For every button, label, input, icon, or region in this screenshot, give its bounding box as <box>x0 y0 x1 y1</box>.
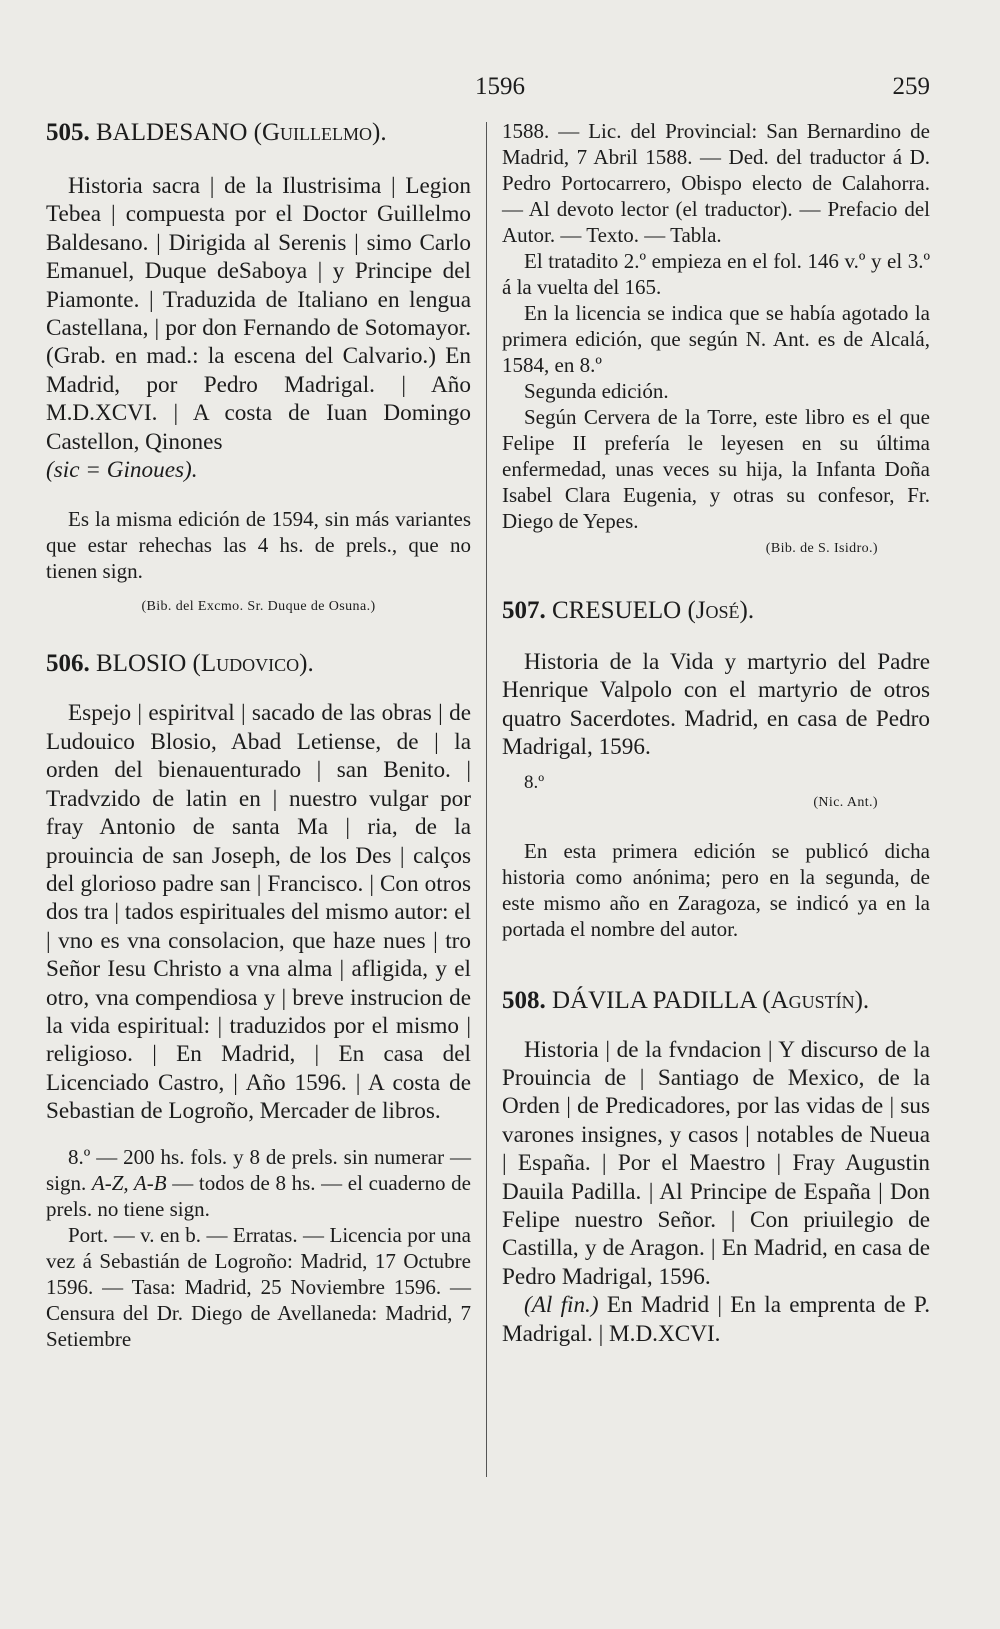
note-tratadito: El tratadito 2.º empieza en el fol. 146 v.º y el 3.º á la vuelta del 165. <box>502 249 930 299</box>
entry-title-description: Historia | de la fvndacion | Y discurso de la Prouincia de | Santiago de Mexico, de la Orden | de Predicadores, por las vidas de | sus varones insignes, y casos | notables de Nueua | España. | Por el Maestro | Fray Augustin Dauila Padilla. | Al Principe de España | Don Felipe nuestro Señor. | Con priuilegio de Castilla, y de Aragon. | En Madrid, en casa de Pedro Madrigal, 1596. <box>502 1036 930 1290</box>
entry-number: 507. <box>502 597 546 624</box>
entry-507 <box>502 596 930 942</box>
entry-heading: 508. DÁVILA PADILLA (Agustín). <box>502 986 870 1014</box>
note-cervera: Según Cervera de la Torre, este libro es el que Felipe II prefería le leyesen en su última enfermedad, unas veces su hija, la Infanta Doña Isabel Clara Eugenia, y otras su confesor, Fr. Diego de Yepes. <box>502 405 930 533</box>
entry-number: 508. <box>502 986 546 1014</box>
author-surname: CRESUELO <box>552 597 682 624</box>
entry-number: 505. <box>46 119 90 146</box>
source-library: (Bib. de S. Isidro.) <box>765 541 878 556</box>
format-size: 8.º <box>524 771 545 793</box>
note-segunda-edicion: Segunda edición. <box>524 379 669 403</box>
right-column <box>502 118 930 1348</box>
entry-title-description: Historia sacra | de la Ilustrisima | Legion Tebea | compuesta por el Doctor Guillelmo Baldesano. | Dirigida al Serenis | simo Carlo Emanuel, Duque deSaboya | y Principe del Piamonte. | Traduzida de Italiano en lengua Castellana, | por don Fernando de Sotomayor. (Grab. en mad.: la escena del Calvario.) En Madrid, por Pedro Madrigal. | Año M.D.XCVI. | A costa de Iuan Domingo Castellon, Qinones <box>46 173 471 455</box>
sic-note: (sic = Ginoues). <box>46 457 198 484</box>
entry-508 <box>502 986 930 1348</box>
entry-contents-note: Port. — v. en b. — Erratas. — Licencia por una vez á Sebastián de Logroño: Madrid, 17 Octubre 1596. — Tasa: Madrid, 25 Noviembre 1596. — Censura del Dr. Diego de Avellaneda: Madrid, 7 Setiembre <box>46 1222 471 1351</box>
left-column <box>46 118 471 1352</box>
entry-note: En esta primera edición se publicó dicha historia como anónima; pero en la segunda, de este mismo año en Zaragoza, se indicó ya en la portada el nombre del autor. <box>502 838 930 941</box>
entry-heading: 505. BALDESANO (Guillelmo). <box>46 119 387 146</box>
entry-collation-note: 8.º — 200 hs. fols. y 8 de prels. sin numerar — sign. A-Z, A-B — todos de 8 hs. — el cuaderno de prels. no tiene sign. <box>46 1144 472 1221</box>
source-library: (Nic. Ant.) <box>813 794 878 810</box>
entry-title-description: Espejo | espiritval | sacado de las obras | de Ludouico Blosio, Abad Letiense, de | la orden del bienauenturado | san Benito. | Tradvzido de latin en | nuestro vulgar por fray Antonio de santa Ma | ria, de la prouincia de san Joseph, de los Des | calços del glorioso padre san | Francisco. | Con otros dos tra | tados espirituales del mismo autor: el | vno es vna consolacion, que haze nues | tro Señor Iesu Christo a vna alma | afligida, y el otro, vna compendiosa y | breve instrucion de la vida espiritual: | traduzidos por el mismo | religioso. | En Madrid, | En casa del Licenciado Castro, | Año 1596. | A costa de Sebastian de Logroño, Mercader de libros. <box>46 700 471 1125</box>
colophon-label: (Al fin.) <box>524 1292 599 1319</box>
running-head-year: 1596 <box>475 73 525 100</box>
entry-note: Es la misma edición de 1594, sin más variantes que estar rehechas las 4 hs. de prels., que no tienen sign. <box>46 507 471 584</box>
author-surname: BALDESANO <box>96 119 248 146</box>
entry-506 <box>46 649 471 1351</box>
signature-italic: A-Z, A-B <box>91 1170 167 1195</box>
note-licencia: En la licencia se indica que se había agotado la primera edición, que según N. Ant. es de Alcalá, 1584, en 8.º <box>502 301 930 377</box>
entry-heading: 507. CRESUELO (José). <box>502 597 755 624</box>
source-library: (Bib. del Excmo. Sr. Duque de Osuna.) <box>141 599 376 615</box>
colophon-text: En Madrid | En la emprenta de P. Madrigal. | M.D.XCVI. <box>502 1292 930 1347</box>
entry-number: 506. <box>46 650 90 678</box>
continuation-text: 1588. — Lic. del Provincial: San Bernardino de Madrid, 7 Abril 1588. — Ded. del traductor á D. Pedro Portocarrero, Obispo electo de Calahorra. — Al devoto lector (el traductor). — Prefacio del Autor. — Texto. — Tabla. <box>502 119 930 247</box>
entry-heading: 506. BLOSIO (Ludovico). <box>46 650 314 678</box>
entry-title-description: Historia de la Vida y martyrio del Padre Henrique Valpolo con el martyrio de otros quatro Sacerdotes. Madrid, en casa de Pedro Madrigal, 1596. <box>502 649 930 761</box>
page-number: 259 <box>892 73 930 100</box>
author-given-name: Guillelmo <box>261 119 373 146</box>
author-surname: DÁVILA PADILLA <box>552 986 756 1014</box>
column-divider <box>486 122 487 1477</box>
entry-505 <box>46 118 471 616</box>
author-given-name: Agustín <box>770 986 855 1014</box>
colophon <box>502 1291 930 1348</box>
author-given-name: Ludovico <box>200 650 300 678</box>
author-surname: BLOSIO <box>96 650 187 678</box>
author-given-name: José <box>695 597 740 624</box>
